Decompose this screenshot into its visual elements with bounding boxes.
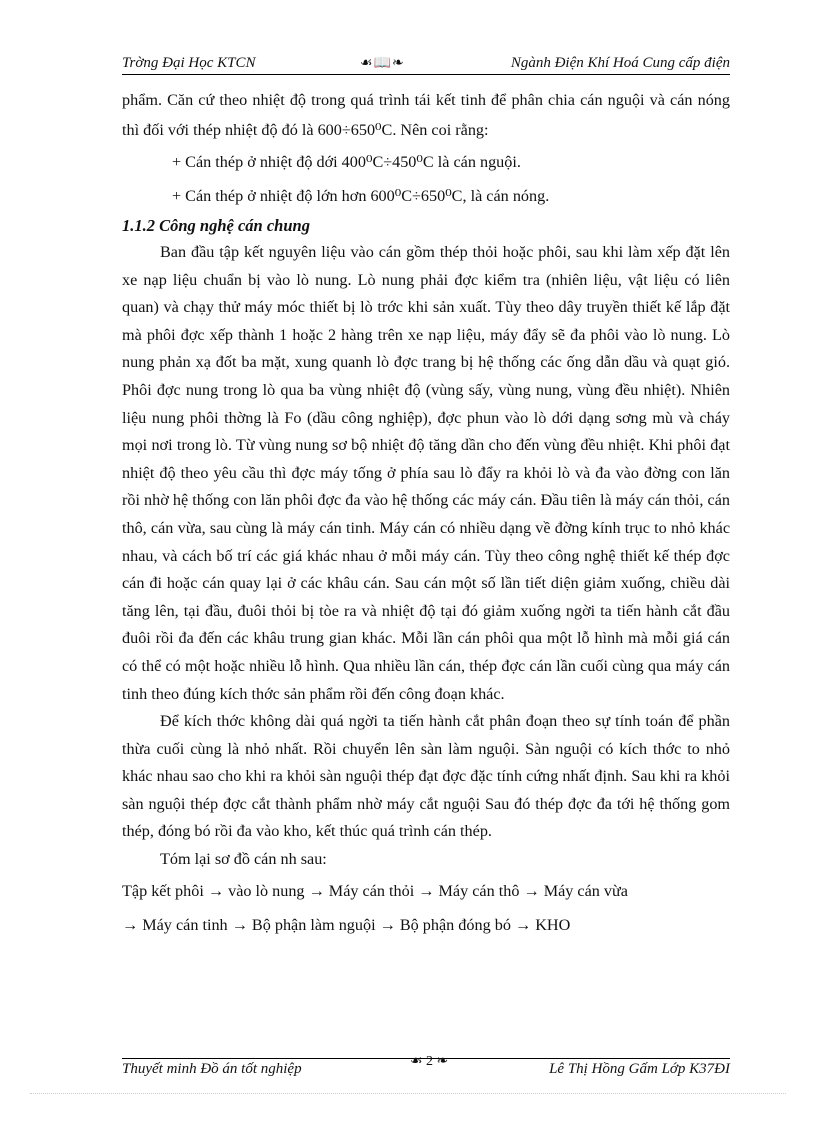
flow-line-2: → Máy cán tinh → Bộ phận làm nguội → Bộ phận đóng bó → KHO: [122, 915, 571, 934]
paragraph-summary: Tóm lại sơ đồ cán nh sau:: [160, 850, 327, 869]
bullet-cold-rolling: + Cán thép ở nhiệt độ dới 400⁰C÷450⁰C là cán nguội.: [172, 153, 521, 171]
page-footer: [122, 1054, 730, 1077]
bullet-hot-rolling: + Cán thép ở nhiệt độ lớn hơn 600⁰C÷650⁰C, là cán nóng.: [172, 187, 550, 205]
paragraph-process: Ban đầu tập kết nguyên liệu vào cán gồm thép thỏi hoặc phôi, sau khi làm xếp đặt lên xe nạp liệu chuẩn bị vào lò nung. Lò nung phải đợc kiểm tra (nhiên liệu, vật liệu có liên quan) và chạy thử máy móc thiết bị lò trớc khi sản xuất. Tùy theo dây truyền thiết kế lắp đặt mà phôi đợc xếp thành 1 hoặc 2 hàng trên xe nạp liệu, máy đẩy sẽ đa phôi vào lò nung. Lò nung phản xạ đốt ba mặt, xung quanh lò đợc trang bị hệ thống các ống dẫn dầu và quạt gió. Phôi đợc nung trong lò qua ba vùng nhiệt độ (vùng sấy, vùng nung, vùng đều nhiệt). Nhiên liệu nung phôi thờng là Fo (dầu công nghiệp), đợc phun vào lò dới dạng sơng mù và cháy mọi nơi trong lò. Từ vùng nung sơ bộ nhiệt độ tăng dần cho đến vùng đều nhiệt. Khi phôi đạt nhiệt độ theo yêu cầu thì đợc máy tống ở phía sau lò đẩy ra khỏi lò và đa vào đờng con lăn rồi nhờ hệ thống con lăn phôi đợc đa vào hệ thống các máy cán. Đầu tiên là máy cán thỏi, cán thô, cán vừa, sau cùng là máy cán tinh. Máy cán có nhiều dạng về đờng kính trục to nhỏ khác nhau, và cách bố trí các giá khác nhau ở mỗi máy cán. Tùy theo công nghệ thiết kế thép đợc cán đi hoặc cán quay lại ở các khâu cán. Sau cán một số lần tiết diện giảm xuống, chiều dài tăng lên, tại đầu, đuôi thỏi bị tòe ra và nhiệt độ tại đó giảm xuống ngời ta tiến hành cắt đầu đuôi rồi đa đến các khâu trung gian khác. Mỗi lần cán phôi qua một lỗ hình mà mỗi giá cán có thể có một hoặc nhiều lỗ hình. Qua nhiều lần cán, thép đợc cán lần cuối cùng qua máy cán tinh theo đúng kích thớc sản phẩm rồi đến công đoạn khác.: [122, 243, 730, 703]
footer-author: Lê Thị Hồng Gấm Lớp K37ĐI: [549, 1061, 730, 1077]
page-header: [122, 52, 730, 75]
footer-title: Thuyết minh Đồ án tốt nghiệp: [122, 1061, 302, 1077]
header-department: Ngành Điện Khí Hoá Cung cấp điện: [510, 55, 730, 71]
page-break-divider: [30, 1093, 786, 1094]
section-heading: 1.1.2 Công nghệ cán chung: [122, 216, 310, 235]
page-body: [122, 86, 730, 942]
page-number: ☙ 2 ❧: [410, 1054, 449, 1069]
header-book-ornament-icon: ☙📖❧: [360, 56, 405, 71]
header-school: Trờng Đại Học KTCN: [122, 55, 256, 71]
paragraph-cutting: Để kích thớc không dài quá ngời ta tiến hành cắt phân đoạn theo sự tính toán để phần thừa cuối cùng là nhỏ nhất. Rồi chuyển lên sàn làm nguội. Sàn nguội có kích thớc to nhỏ khác nhau sao cho khi ra khỏi sàn nguội thép đạt đợc đặc tính cứng nhất định. Sau khi ra khỏi sàn nguội thép đợc cắt thành phẩm nhờ máy cắt nguội Sau đó thép đợc đa tới hệ thống gom thép, đóng bó rồi đa vào kho, kết thúc quá trình cán thép.: [122, 712, 730, 841]
flow-line-1: Tập kết phôi → vào lò nung → Máy cán thỏi → Máy cán thô → Máy cán vừa: [122, 881, 628, 900]
paragraph-intro: phẩm. Căn cứ theo nhiệt độ trong quá trình tái kết tinh để phân chia cán nguội và cán nóng thì đối với thép nhiệt độ đó là 600÷650⁰C. Nên coi rằng:: [122, 91, 730, 139]
